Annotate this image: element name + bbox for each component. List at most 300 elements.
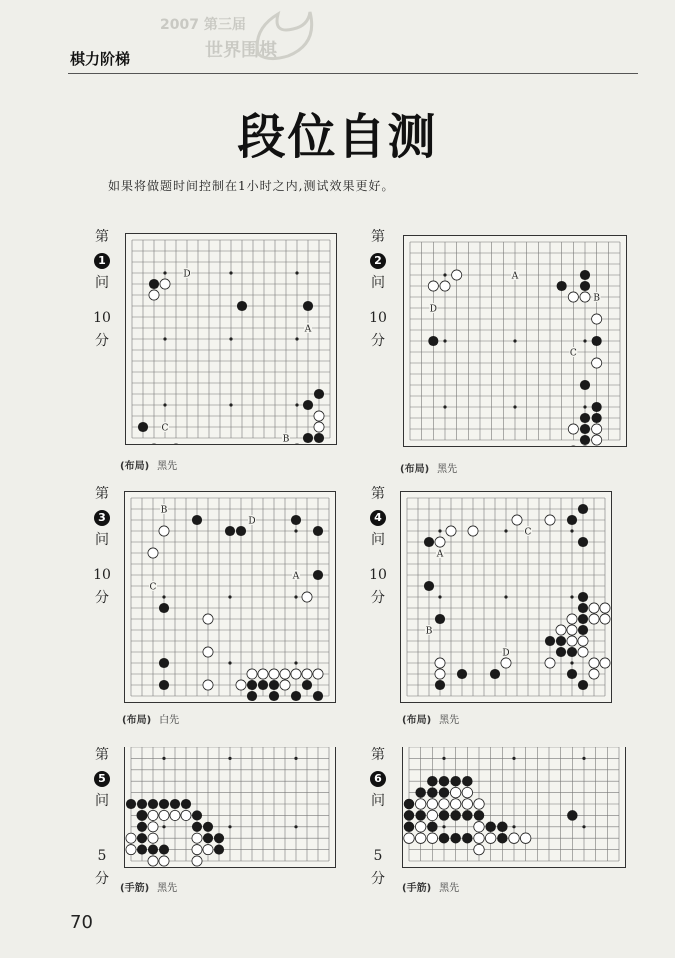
board-marker-c: C <box>161 423 169 434</box>
black-stone <box>313 570 323 580</box>
problem-1-label <box>90 226 114 353</box>
white-stone <box>148 822 158 832</box>
page-number: 70 <box>70 912 93 933</box>
black-stone <box>592 402 602 412</box>
white-stone <box>313 669 323 679</box>
white-stone <box>462 799 472 809</box>
black-stone <box>497 833 507 843</box>
star-point <box>512 757 515 760</box>
white-stone <box>600 603 610 613</box>
white-stone <box>148 856 158 866</box>
white-stone <box>567 636 577 646</box>
white-stone <box>236 680 246 690</box>
problem-points: 10 <box>93 310 111 326</box>
white-stone <box>148 833 158 843</box>
white-stone <box>589 614 599 624</box>
black-stone <box>313 526 323 536</box>
star-point <box>582 825 585 828</box>
black-stone <box>450 776 460 786</box>
white-stone <box>404 833 414 843</box>
star-point <box>438 595 441 598</box>
black-stone <box>291 691 301 701</box>
star-point <box>512 825 515 828</box>
black-stone <box>149 279 159 289</box>
star-point <box>570 595 573 598</box>
black-stone <box>236 526 246 536</box>
problem-category: (手筋) <box>120 883 150 894</box>
go-board-3 <box>124 491 336 703</box>
white-stone <box>545 658 555 668</box>
white-stone <box>446 526 456 536</box>
problem-number-badge: 2 <box>370 253 386 269</box>
black-stone <box>427 787 437 797</box>
white-stone <box>592 435 602 445</box>
star-point <box>295 337 298 340</box>
black-stone <box>567 647 577 657</box>
header-divider <box>68 73 638 74</box>
problem-label-wen: 问 <box>95 275 109 291</box>
problem-category: (布局) <box>400 464 430 475</box>
star-point <box>228 825 231 828</box>
black-stone <box>138 422 148 432</box>
black-stone <box>148 845 158 855</box>
white-stone <box>314 422 324 432</box>
board-marker-c: C <box>524 527 532 538</box>
go-board-2 <box>403 235 627 447</box>
white-stone <box>509 833 519 843</box>
board-marker-c: C <box>569 348 577 359</box>
board-marker-a: A <box>511 271 519 282</box>
star-point <box>570 661 573 664</box>
star-point <box>163 403 166 406</box>
problem-number-badge: 6 <box>370 771 386 787</box>
problem-5-label <box>90 744 114 891</box>
problem-label-wen: 问 <box>95 532 109 548</box>
banner-line1: 2007 第三届 <box>160 17 246 33</box>
white-stone <box>192 845 202 855</box>
white-stone <box>474 799 484 809</box>
star-point <box>438 529 441 532</box>
black-stone <box>580 424 590 434</box>
black-stone <box>592 336 602 346</box>
black-stone <box>192 810 202 820</box>
black-stone <box>556 636 566 646</box>
star-point <box>294 757 297 760</box>
black-stone <box>314 389 324 399</box>
problem-5-caption <box>120 879 177 894</box>
white-stone <box>280 680 290 690</box>
board-marker-a: A <box>436 549 444 560</box>
problem-turn: 黑先 <box>439 883 460 894</box>
black-stone <box>237 301 247 311</box>
star-point <box>229 337 232 340</box>
black-stone <box>578 537 588 547</box>
white-stone <box>149 290 159 300</box>
go-board-5 <box>124 747 336 868</box>
black-stone <box>435 680 445 690</box>
banner-flame-icon <box>248 4 318 64</box>
banner-line2: 世界围棋 <box>205 40 277 61</box>
board-marker-a: A <box>304 324 312 335</box>
star-point <box>162 595 165 598</box>
star-point <box>228 595 231 598</box>
problem-label-di: 第 <box>95 486 109 502</box>
black-stone <box>580 413 590 423</box>
white-stone <box>567 614 577 624</box>
problem-points: 10 <box>93 567 111 583</box>
black-stone <box>450 810 460 820</box>
black-stone <box>203 822 213 832</box>
white-stone <box>314 411 324 421</box>
white-stone <box>159 526 169 536</box>
star-point <box>570 529 573 532</box>
white-stone <box>159 856 169 866</box>
white-stone <box>126 833 136 843</box>
board-marker-d: D <box>248 516 256 527</box>
problem-label-wen: 问 <box>95 793 109 809</box>
star-point <box>504 595 507 598</box>
black-stone <box>578 504 588 514</box>
white-stone <box>435 537 445 547</box>
star-point <box>163 337 166 340</box>
white-stone <box>159 810 169 820</box>
white-stone <box>600 614 610 624</box>
black-stone <box>137 833 147 843</box>
black-stone <box>247 691 257 701</box>
star-point <box>583 339 586 342</box>
white-stone <box>269 669 279 679</box>
white-stone <box>592 314 602 324</box>
problem-category: (布局) <box>120 461 150 472</box>
star-point <box>162 757 165 760</box>
white-stone <box>592 358 602 368</box>
black-stone <box>556 647 566 657</box>
white-stone <box>192 833 202 843</box>
problem-3-caption <box>122 711 179 726</box>
white-stone <box>474 822 484 832</box>
page-title: 段位自测 <box>237 109 438 165</box>
black-stone <box>439 787 449 797</box>
black-stone <box>303 400 313 410</box>
black-stone <box>269 680 279 690</box>
white-stone <box>439 799 449 809</box>
black-stone <box>303 433 313 443</box>
white-stone <box>203 647 213 657</box>
black-stone <box>567 810 577 820</box>
white-stone <box>450 799 460 809</box>
problem-turn: 黑先 <box>157 461 178 472</box>
white-stone <box>181 810 191 820</box>
black-stone <box>474 810 484 820</box>
black-stone <box>462 810 472 820</box>
problem-number-badge: 1 <box>94 253 110 269</box>
instruction-text: 如果将做题时间控制在1小时之内,测试效果更好。 <box>108 179 395 193</box>
problem-points: 10 <box>369 310 387 326</box>
black-stone <box>557 281 567 291</box>
problem-points-unit: 分 <box>371 333 385 349</box>
white-stone <box>427 799 437 809</box>
white-stone <box>302 592 312 602</box>
black-stone <box>580 281 590 291</box>
star-point <box>443 273 446 276</box>
black-stone <box>258 680 268 690</box>
board-marker-a: A <box>292 571 300 582</box>
black-stone <box>192 515 202 525</box>
black-stone <box>137 822 147 832</box>
white-stone <box>512 515 522 525</box>
white-stone <box>203 614 213 624</box>
black-stone <box>225 526 235 536</box>
white-stone <box>427 833 437 843</box>
problem-number-badge: 5 <box>94 771 110 787</box>
star-point <box>228 757 231 760</box>
problem-points-unit: 分 <box>95 333 109 349</box>
white-stone <box>501 658 511 668</box>
white-stone <box>474 844 484 854</box>
white-stone <box>568 424 578 434</box>
white-stone <box>148 548 158 558</box>
problem-category: (布局) <box>402 715 432 726</box>
star-point <box>504 529 507 532</box>
black-stone <box>497 822 507 832</box>
problem-category: (手筋) <box>402 883 432 894</box>
problem-label-wen: 问 <box>371 532 385 548</box>
black-stone <box>247 680 257 690</box>
star-point <box>163 271 166 274</box>
problem-label-di: 第 <box>95 747 109 763</box>
board-marker-b: B <box>160 505 168 516</box>
black-stone <box>203 833 213 843</box>
problem-category: (布局) <box>122 715 152 726</box>
star-point <box>582 757 585 760</box>
black-stone <box>126 799 136 809</box>
black-stone <box>137 845 147 855</box>
black-stone <box>439 776 449 786</box>
board-marker-b: B <box>593 293 600 304</box>
black-stone <box>580 435 590 445</box>
star-point <box>443 339 446 342</box>
problem-points-unit: 分 <box>371 871 385 887</box>
white-stone <box>415 799 425 809</box>
white-stone <box>126 845 136 855</box>
problem-6-caption <box>402 879 459 894</box>
black-stone <box>137 810 147 820</box>
black-stone <box>404 822 414 832</box>
star-point <box>583 405 586 408</box>
go-board-4 <box>400 491 612 703</box>
white-stone <box>302 669 312 679</box>
black-stone <box>415 787 425 797</box>
black-stone <box>192 822 202 832</box>
problem-label-wen: 问 <box>371 275 385 291</box>
white-stone <box>450 787 460 797</box>
black-stone <box>578 592 588 602</box>
go-board-1 <box>125 233 337 445</box>
white-stone <box>435 669 445 679</box>
board-marker-d: D <box>183 269 191 280</box>
white-stone <box>435 658 445 668</box>
black-stone <box>404 799 414 809</box>
black-stone <box>303 301 313 311</box>
problem-label-di: 第 <box>95 229 109 245</box>
black-stone <box>439 810 449 820</box>
white-stone <box>192 856 202 866</box>
white-stone <box>462 787 472 797</box>
problem-turn: 黑先 <box>157 883 178 894</box>
black-stone <box>415 810 425 820</box>
problem-points: 10 <box>369 567 387 583</box>
problem-4-label <box>366 483 390 610</box>
black-stone <box>427 776 437 786</box>
black-stone <box>269 691 279 701</box>
problem-1-caption <box>120 457 177 472</box>
white-stone <box>280 669 290 679</box>
problem-label-di: 第 <box>371 486 385 502</box>
black-stone <box>291 515 301 525</box>
black-stone <box>424 537 434 547</box>
white-stone <box>148 810 158 820</box>
board-marker-b: B <box>425 626 433 637</box>
white-stone <box>589 603 599 613</box>
problem-turn: 白先 <box>159 715 180 726</box>
black-stone <box>462 833 472 843</box>
problem-number-badge: 3 <box>94 510 110 526</box>
white-stone <box>415 833 425 843</box>
black-stone <box>580 380 590 390</box>
problem-points: 5 <box>373 848 383 864</box>
problem-turn: 黑先 <box>439 715 460 726</box>
white-stone <box>247 669 257 679</box>
white-stone <box>468 526 478 536</box>
black-stone <box>578 614 588 624</box>
white-stone <box>568 292 578 302</box>
white-stone <box>440 281 450 291</box>
black-stone <box>578 603 588 613</box>
problem-3-label <box>90 483 114 610</box>
white-stone <box>258 669 268 679</box>
black-stone <box>567 515 577 525</box>
star-point <box>295 271 298 274</box>
star-point <box>229 403 232 406</box>
black-stone <box>457 669 467 679</box>
star-point <box>295 403 298 406</box>
black-stone <box>137 799 147 809</box>
black-stone <box>214 833 224 843</box>
black-stone <box>148 799 158 809</box>
black-stone <box>435 614 445 624</box>
white-stone <box>428 281 438 291</box>
black-stone <box>159 680 169 690</box>
black-stone <box>159 658 169 668</box>
black-stone <box>181 799 191 809</box>
star-point <box>442 825 445 828</box>
black-stone <box>578 625 588 635</box>
white-stone <box>556 625 566 635</box>
problem-2-label <box>366 226 390 353</box>
star-point <box>294 661 297 664</box>
star-point <box>513 339 516 342</box>
black-stone <box>302 680 312 690</box>
white-stone <box>452 270 462 280</box>
star-point <box>294 825 297 828</box>
black-stone <box>485 822 495 832</box>
white-stone <box>485 833 495 843</box>
white-stone <box>203 845 213 855</box>
white-stone <box>600 658 610 668</box>
star-point <box>162 825 165 828</box>
black-stone <box>592 413 602 423</box>
problem-label-wen: 问 <box>371 793 385 809</box>
board-marker-d: D <box>502 648 510 659</box>
black-stone <box>428 336 438 346</box>
white-stone <box>427 810 437 820</box>
white-stone <box>520 833 530 843</box>
black-stone <box>462 776 472 786</box>
star-point <box>228 661 231 664</box>
black-stone <box>567 669 577 679</box>
problem-label-di: 第 <box>371 229 385 245</box>
white-stone <box>545 515 555 525</box>
black-stone <box>450 833 460 843</box>
black-stone <box>439 833 449 843</box>
problem-points-unit: 分 <box>95 871 109 887</box>
white-stone <box>160 279 170 289</box>
black-stone <box>490 669 500 679</box>
black-stone <box>159 603 169 613</box>
board-marker-c: C <box>149 582 157 593</box>
star-point <box>442 757 445 760</box>
black-stone <box>170 799 180 809</box>
section-title: 棋力阶梯 <box>70 50 131 68</box>
black-stone <box>313 691 323 701</box>
star-point <box>294 529 297 532</box>
board-marker-d: D <box>429 304 437 315</box>
white-stone <box>578 636 588 646</box>
black-stone <box>580 270 590 280</box>
black-stone <box>404 810 414 820</box>
black-stone <box>159 799 169 809</box>
white-stone <box>474 833 484 843</box>
white-stone <box>589 658 599 668</box>
problem-6-label <box>366 744 390 891</box>
white-stone <box>580 292 590 302</box>
star-point <box>294 595 297 598</box>
star-point <box>513 405 516 408</box>
black-stone <box>427 822 437 832</box>
white-stone <box>170 810 180 820</box>
problem-2-caption <box>400 460 457 475</box>
white-stone <box>567 625 577 635</box>
problem-number-badge: 4 <box>370 510 386 526</box>
problem-4-caption <box>402 711 459 726</box>
black-stone <box>424 581 434 591</box>
black-stone <box>314 433 324 443</box>
white-stone <box>291 669 301 679</box>
star-point <box>229 271 232 274</box>
problem-points-unit: 分 <box>371 590 385 606</box>
problem-points-unit: 分 <box>95 590 109 606</box>
black-stone <box>214 845 224 855</box>
problem-label-di: 第 <box>371 747 385 763</box>
white-stone <box>415 822 425 832</box>
problem-points: 5 <box>97 848 107 864</box>
white-stone <box>592 424 602 434</box>
star-point <box>443 405 446 408</box>
black-stone <box>159 845 169 855</box>
go-board-6 <box>402 747 626 868</box>
white-stone <box>589 669 599 679</box>
black-stone <box>578 680 588 690</box>
